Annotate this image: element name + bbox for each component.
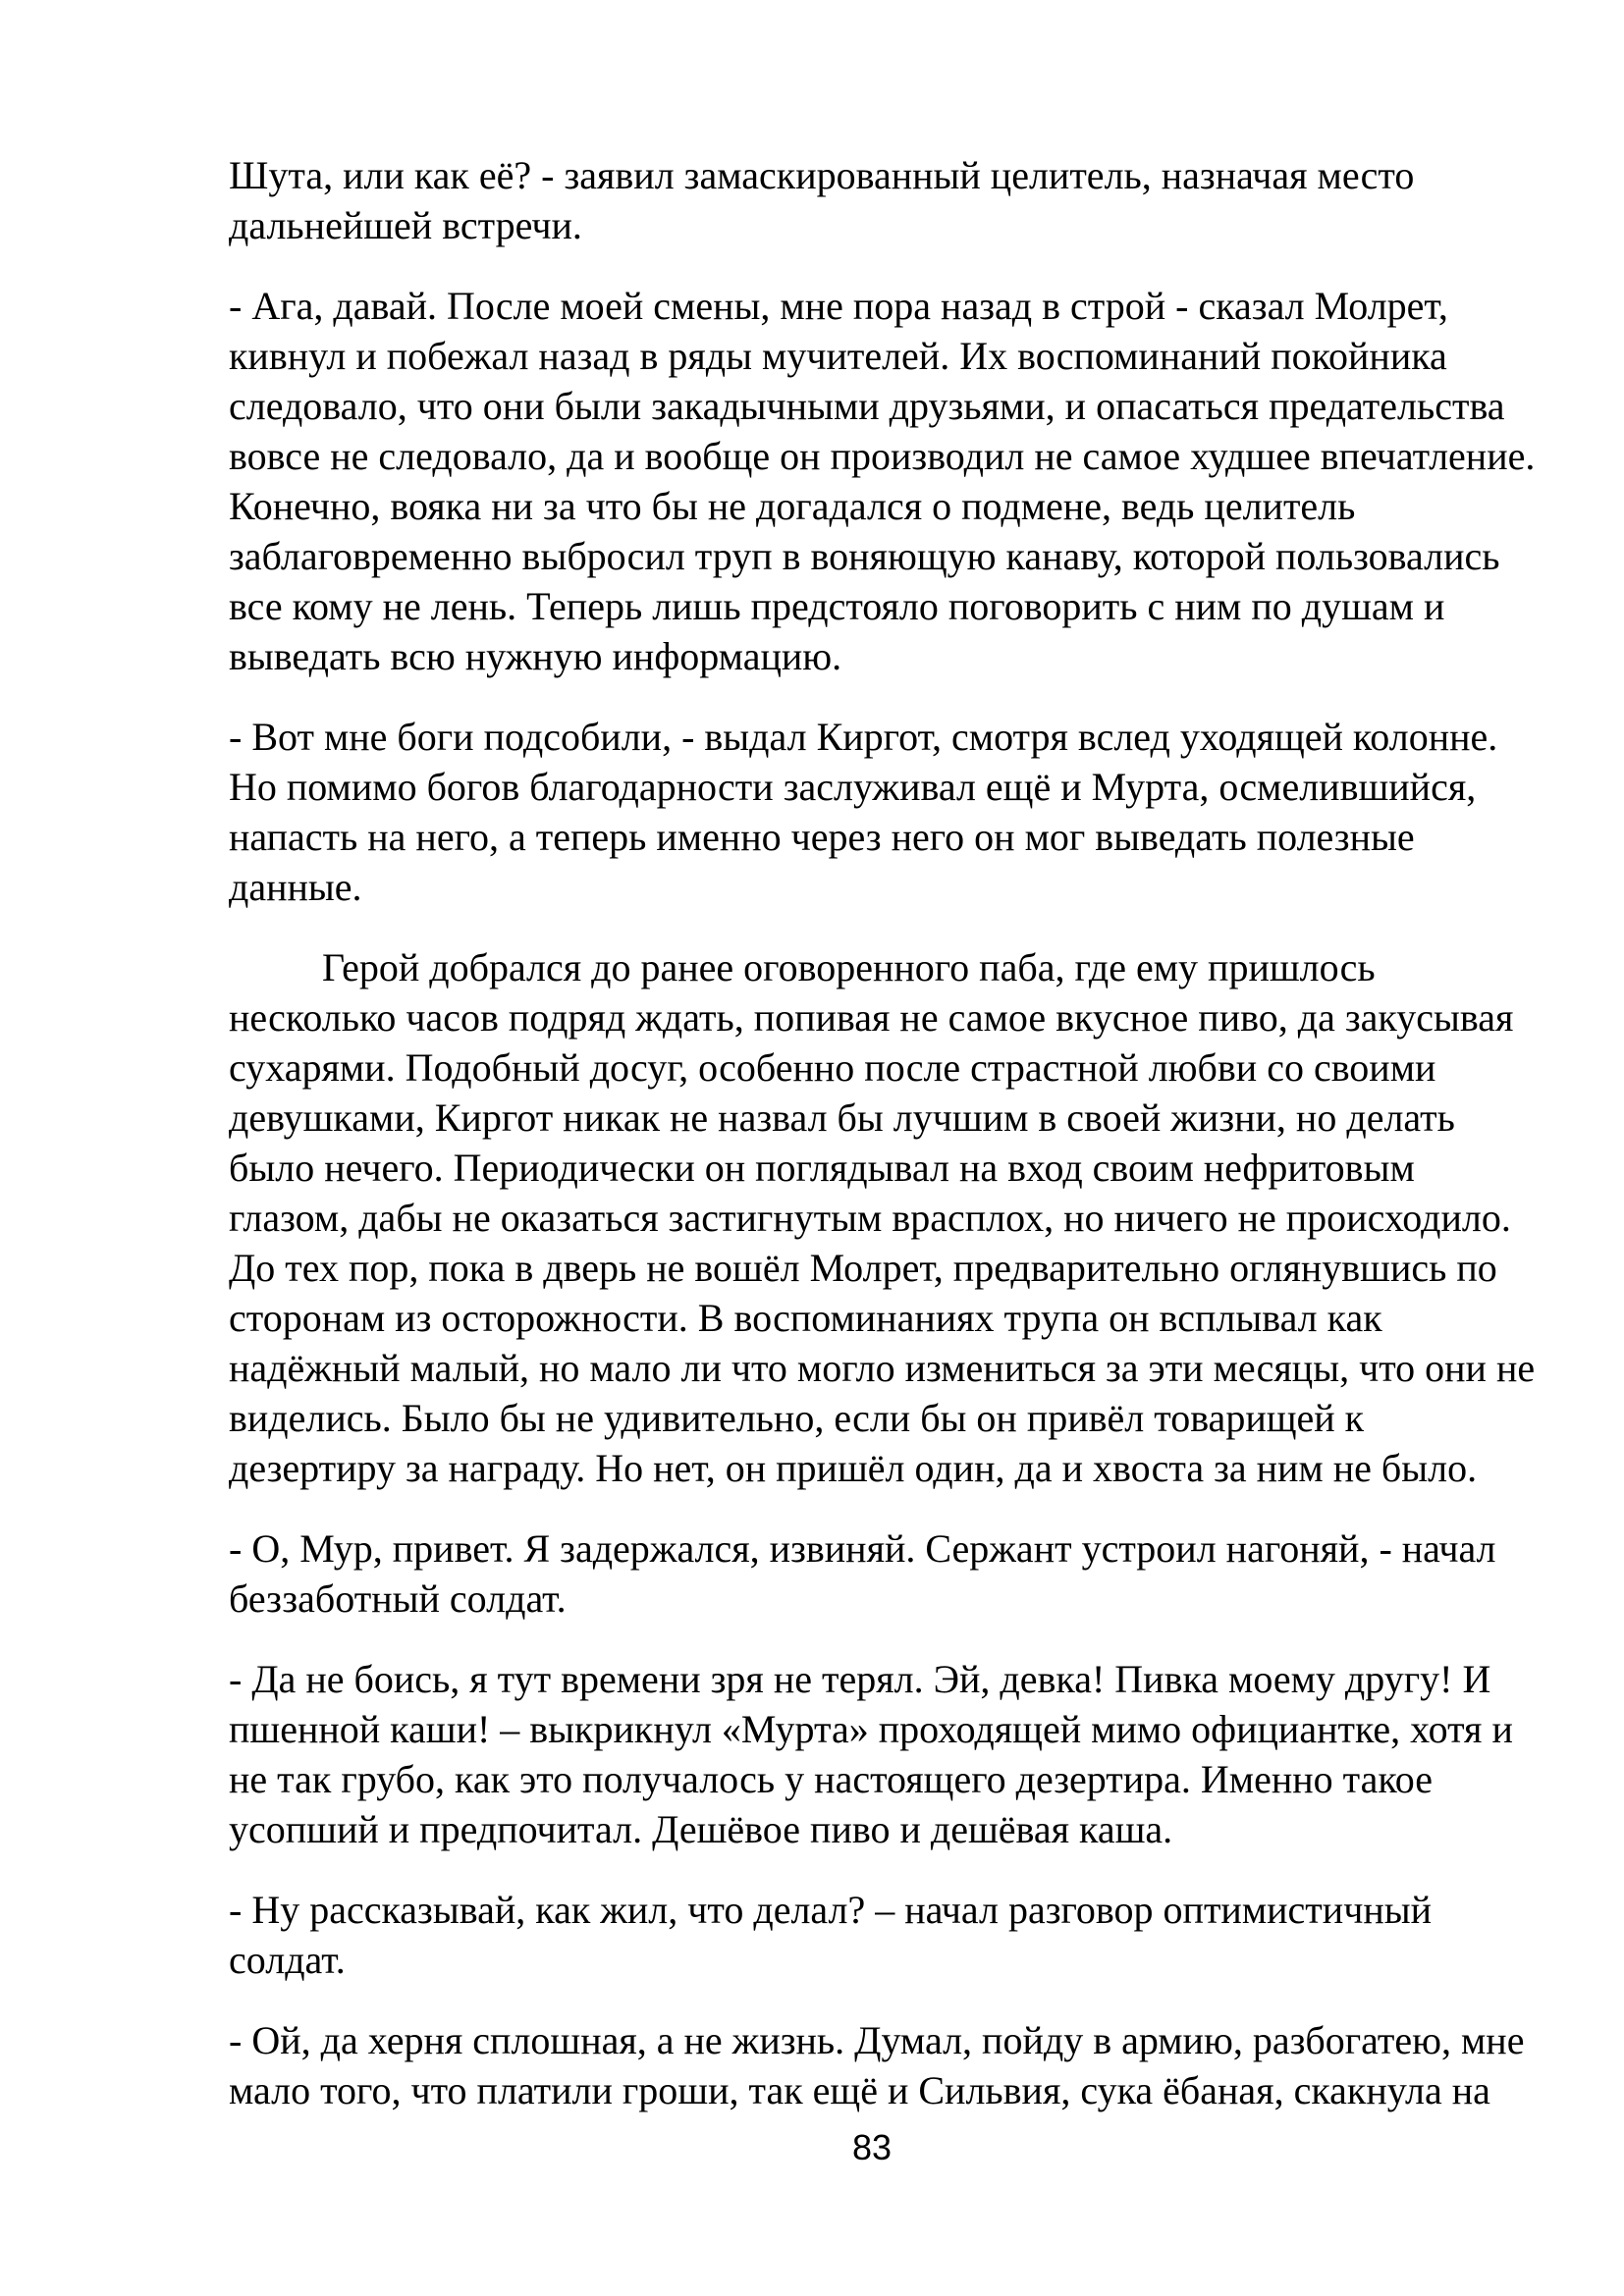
text-line: девушками, Киргот никак не назвал бы лучшим в своей жизни, но делать: [229, 1095, 1455, 1140]
text-line: заблаговременно выбросил труп в воняющую канаву, которой пользовались: [229, 534, 1500, 578]
paragraph: [229, 1885, 1535, 1985]
text-line: все кому не лень. Теперь лишь предстояло поговорить с ним по душам и: [229, 584, 1445, 628]
paragraph: [229, 942, 1535, 1493]
text-line: Конечно, вояка ни за что бы не догадался о подмене, ведь целитель: [229, 484, 1356, 528]
text-line: - Ой, да херня сплошная, а не жизнь. Думал, пойду в армию, разбогатею, мне: [229, 2018, 1525, 2062]
page-number: 83: [851, 2127, 893, 2167]
text-line: мало того, что платили гроши, так ещё и Сильвия, сука ёбаная, скакнула на: [229, 2068, 1490, 2112]
text-line: Шута, или как её? - заявил замаскированный целитель, назначая место: [229, 153, 1415, 197]
text-line: несколько часов подряд ждать, попивая не самое вкусное пиво, да закусывая: [229, 995, 1514, 1040]
text-line: дезертиру за награду. Но нет, он пришёл один, да и хвоста за ним не было.: [229, 1446, 1478, 1490]
paragraph: [229, 1654, 1535, 1854]
text-line: выведать всю нужную информацию.: [229, 634, 842, 678]
text-line: надёжный малый, но мало ли что могло измениться за эти месяцы, что они не: [229, 1346, 1536, 1390]
text-line: глазом, дабы не оказаться застигнутым врасплох, но ничего не происходило.: [229, 1196, 1511, 1240]
text-line: не так грубо, как это получалось у настоящего дезертира. Именно такое: [229, 1757, 1434, 1801]
text-line: - Вот мне боги подсобили, - выдал Киргот, смотря вслед уходящей колонне.: [229, 715, 1498, 759]
text-line: солдат.: [229, 1938, 346, 1982]
paragraph: [229, 2015, 1535, 2115]
text-line: виделись. Было бы не удивительно, если бы он привёл товарищей к: [229, 1396, 1365, 1440]
text-line: усопший и предпочитал. Дешёвое пиво и дешёвая каша.: [229, 1807, 1173, 1851]
text-line: - Ага, давай. После моей смены, мне пора назад в строй - сказал Молрет,: [229, 284, 1448, 328]
paragraph: [229, 150, 1535, 250]
text-line: дальнейшей встречи.: [229, 203, 582, 247]
document-text-block: [229, 150, 1535, 2115]
text-line: До тех пор, пока в дверь не вошёл Молрет, предварительно оглянувшись по: [229, 1246, 1497, 1290]
text-line: вовсе не следовало, да и вообще он производил не самое худшее впечатление.: [229, 434, 1536, 478]
text-line: пшенной каши! – выкрикнул «Мурта» проходящей мимо официантке, хотя и: [229, 1707, 1513, 1751]
text-line: Но помимо богов благодарности заслуживал ещё и Мурта, осмелившийся,: [229, 765, 1477, 809]
text-line: данные.: [229, 865, 362, 909]
text-line: сторонам из осторожности. В воспоминаниях трупа он всплывал как: [229, 1296, 1382, 1340]
text-line: - Да не боись, я тут времени зря не терял. Эй, девка! Пивка моему другу! И: [229, 1657, 1491, 1701]
paragraph: [229, 281, 1535, 681]
text-line: следовало, что они были закадычными друзьями, и опасаться предательства: [229, 384, 1505, 428]
text-line: Герой добрался до ранее оговоренного паба, где ему пришлось: [322, 945, 1376, 989]
text-line: было нечего. Периодически он поглядывал на вход своим нефритовым: [229, 1146, 1415, 1190]
text-line: беззаботный солдат.: [229, 1576, 567, 1621]
paragraph: [229, 1523, 1535, 1624]
text-line: - О, Мур, привет. Я задержался, извиняй. Сержант устроил нагоняй, - начал: [229, 1526, 1496, 1571]
text-line: сухарями. Подобный досуг, особенно после страстной любви со своими: [229, 1045, 1436, 1090]
text-line: - Ну рассказывай, как жил, что делал? – начал разговор оптимистичный: [229, 1888, 1432, 1932]
text-line: напасть на него, а теперь именно через него он мог выведать полезные: [229, 815, 1415, 859]
text-line: кивнул и побежал назад в ряды мучителей. Их воспоминаний покойника: [229, 334, 1447, 378]
paragraph: [229, 712, 1535, 912]
